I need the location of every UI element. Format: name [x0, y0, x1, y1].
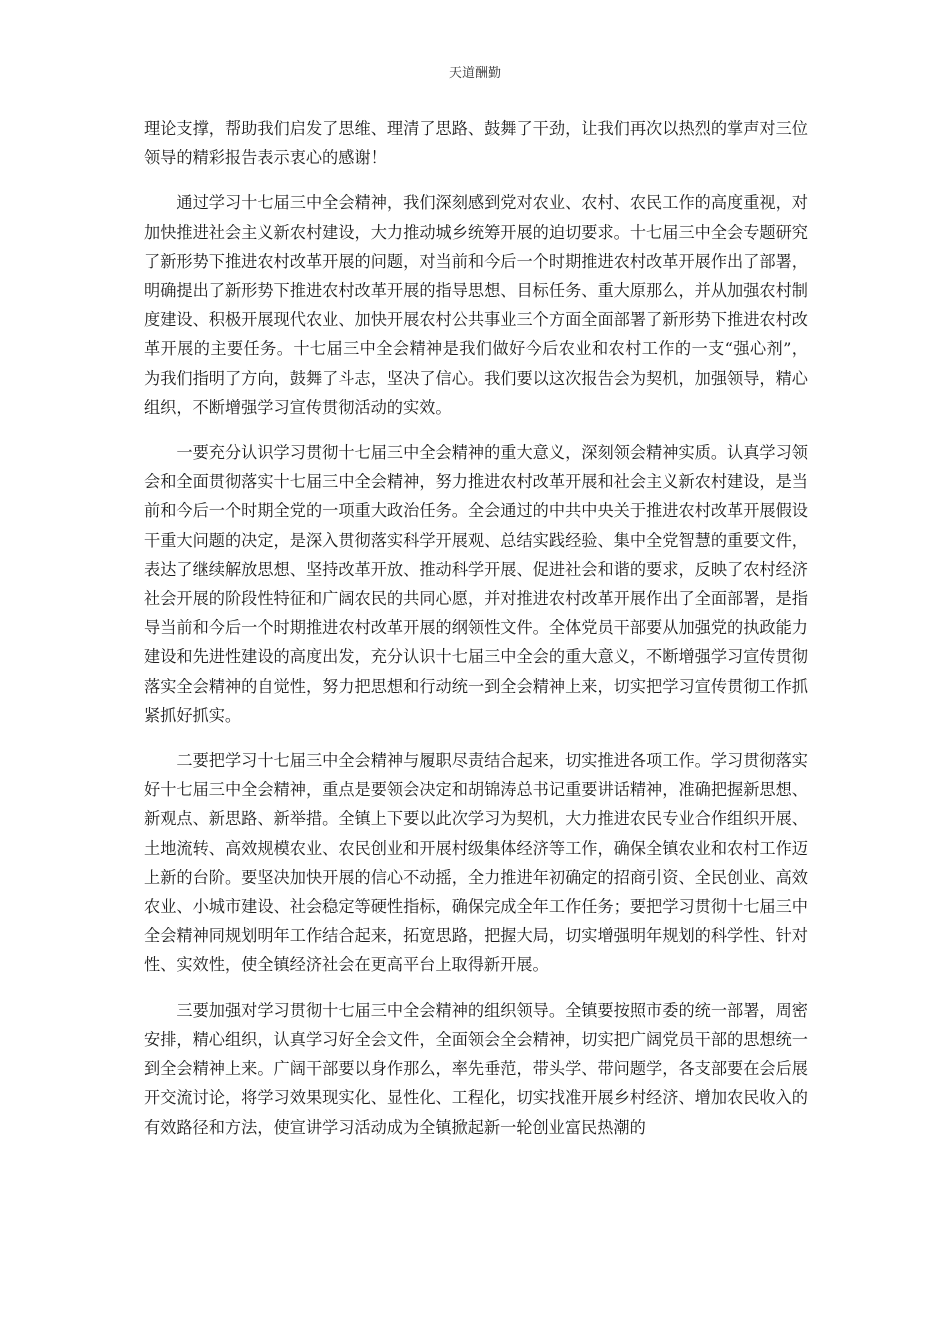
paragraph: 一要充分认识学习贯彻十七届三中全会精神的重大意义，深刻领会精神实质。认真学习领会和全面贯彻落实十七届三中全会精神，努力推进农村改革开展和社会主义新农村建设，是当前和今后一个时期全党的一项重大政治任务。全会通过的中共中央关于推进农村改革开展假设干重大问题的决定，是深入贯彻落实科学开展观、总结实践经验、集中全党智慧的重要文件，表达了继续解放思想、坚持改革开放、推动科学开展、促进社会和谐的要求，反映了农村经济社会开展的阶段性特征和广阔农民的共同心愿，并对推进农村改革开展作出了全面部署，是指导当前和今后一个时期推进农村改革开展的纲领性文件。全体党员干部要从加强党的执政能力建设和先进性建设的高度出发，充分认识十七届三中全会的重大意义，不断增强学习宣传贯彻落实全会精神的自觉性，努力把思想和行动统一到全会精神上来，切实把学习宣传贯彻工作抓紧抓好抓实。 [144, 443, 808, 725]
paragraph: 理论支撑，帮助我们启发了思维、理清了思路、鼓舞了干劲，让我们再次以热烈的掌声对三位领导的精彩报告表示衷心的感谢！ [144, 119, 808, 168]
paragraph: 二要把学习十七届三中全会精神与履职尽责结合起来，切实推进各项工作。学习贯彻落实好十七届三中全会精神，重点是要领会决定和胡锦涛总书记重要讲话精神，准确把握新思想、新观点、新思路、新举措。全镇上下要以此次学习为契机，大力推进农民专业合作组织开展、土地流转、高效规模农业、农民创业和开展村级集体经济等工作，确保全镇农业和农村工作迈上新的台阶。要坚决加快开展的信心不动摇，全力推进年初确定的招商引资、全民创业、高效农业、小城市建设、社会稳定等硬性指标，确保完成全年工作任务；要把学习贯彻十七届三中全会精神同规划明年工作结合起来，拓宽思路，把握大局，切实增强明年规划的科学性、针对性、实效性，使全镇经济社会在更高平台上取得新开展。 [144, 751, 808, 975]
paragraph: 通过学习十七届三中全会精神，我们深刻感到党对农业、农村、农民工作的高度重视，对加快推进社会主义新农村建设，大力推动城乡统筹开展的迫切要求。十七届三中全会专题研究了新形势下推进农村改革开展的问题，对当前和今后一个时期推进农村改革开展作出了部署，明确提出了新形势下推进农村改革开展的指导思想、目标任务、重大原那么，并从加强农村制度建设、积极开展现代农业、加快开展农村公共事业三个方面全面部署了新形势下推进农村改革开展的主要任务。十七届三中全会精神是我们做好今后农业和农村工作的一支“强心剂”，为我们指明了方向，鼓舞了斗志，坚决了信心。我们要以这次报告会为契机，加强领导，精心组织，不断增强学习宣传贯彻活动的实效。 [144, 193, 808, 417]
paragraph: 三要加强对学习贯彻十七届三中全会精神的组织领导。全镇要按照市委的统一部署，周密安排，精心组织，认真学习好全会文件，全面领会全会精神，切实把广阔党员干部的思想统一到全会精神上来。广阔干部要以身作那么，率先垂范，带头学、带问题学，各支部要在会后展开交流讨论，将学习效果现实化、显性化、工程化，切实找准开展乡村经济、增加农民收入的有效路径和方法，使宣讲学习活动成为全镇掀起新一轮创业富民热潮的 [144, 1000, 808, 1137]
document-body [144, 114, 808, 1158]
page-header: 天道酬勤 [448, 66, 501, 81]
